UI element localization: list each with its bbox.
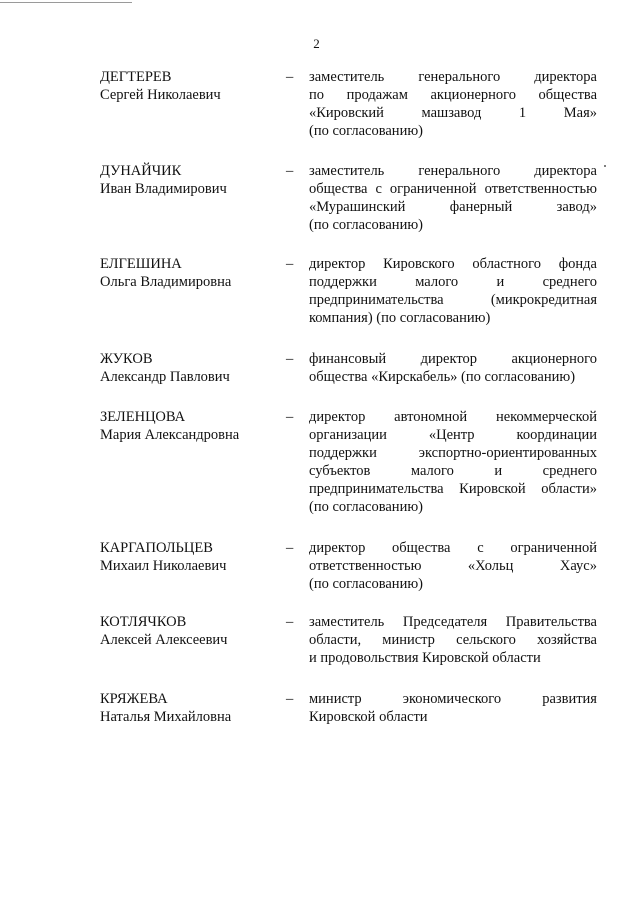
dash-separator: – bbox=[286, 691, 294, 707]
scan-edge-line bbox=[0, 2, 132, 3]
position-line: Кировской области bbox=[309, 709, 428, 725]
member-given-names: Мария Александровна bbox=[100, 427, 240, 443]
member-given-names: Алексей Алексеевич bbox=[100, 632, 228, 648]
member-position bbox=[309, 162, 597, 234]
page-number: 2 bbox=[313, 36, 320, 51]
position-line: (по согласованию) bbox=[309, 217, 423, 233]
position-line: директор Кировского областного фонда bbox=[309, 256, 597, 272]
member-surname: ЖУКОВ bbox=[100, 351, 153, 367]
member-position bbox=[309, 690, 597, 726]
member-name bbox=[100, 613, 280, 649]
member-given-names: Наталья Михайловна bbox=[100, 709, 232, 725]
position-line: предпринимательства Кировской области» bbox=[309, 481, 597, 497]
dash-separator: – bbox=[286, 540, 294, 556]
position-line: и продовольствия Кировской области bbox=[309, 650, 541, 666]
member-surname: ДЕГТЕРЕВ bbox=[100, 69, 172, 85]
position-line: компания) (по согласованию) bbox=[309, 310, 491, 326]
position-line: поддержки экспортно-ориентированных bbox=[309, 445, 597, 461]
dash-separator: – bbox=[286, 409, 294, 425]
position-line: (по согласованию) bbox=[309, 576, 423, 592]
position-line: организации «Центр координации bbox=[309, 427, 597, 443]
member-name bbox=[100, 539, 280, 575]
dash-separator: – bbox=[286, 351, 294, 367]
member-given-names: Александр Павлович bbox=[100, 369, 230, 385]
member-position bbox=[309, 350, 597, 386]
member-position bbox=[309, 539, 597, 593]
member-given-names: Сергей Николаевич bbox=[100, 87, 221, 103]
dash-separator: – bbox=[286, 163, 294, 179]
member-given-names: Иван Владимирович bbox=[100, 181, 227, 197]
member-name bbox=[100, 408, 280, 444]
dash-separator: – bbox=[286, 256, 294, 272]
dash-separator: – bbox=[286, 614, 294, 630]
position-line: заместитель генерального директора bbox=[309, 69, 597, 85]
member-surname: ЗЕЛЕНЦОВА bbox=[100, 409, 186, 425]
position-line: общества с ограниченной ответственностью bbox=[309, 181, 597, 197]
position-line: финансовый директор акционерного bbox=[309, 351, 597, 367]
position-line: субъектов малого и среднего bbox=[309, 463, 597, 479]
position-line: по продажам акционерного общества bbox=[309, 87, 597, 103]
position-line: директор общества с ограниченной bbox=[309, 540, 597, 556]
position-line: (по согласованию) bbox=[309, 499, 423, 515]
member-position bbox=[309, 613, 597, 667]
position-line: общества «Кирскабель» (по согласованию) bbox=[309, 369, 576, 385]
member-surname: ЕЛГЕШИНА bbox=[100, 256, 182, 272]
member-position bbox=[309, 68, 597, 140]
position-line: «Мурашинский фанерный завод» bbox=[309, 199, 597, 215]
position-line: «Кировский машзавод 1 Мая» bbox=[309, 105, 597, 121]
position-line: ответственностью «Хольц Хаус» bbox=[309, 558, 597, 574]
member-position bbox=[309, 255, 597, 327]
member-name bbox=[100, 68, 280, 104]
position-line: министр экономического развития bbox=[309, 691, 597, 707]
dash-separator: – bbox=[286, 69, 294, 85]
member-surname: КОТЛЯЧКОВ bbox=[100, 614, 187, 630]
member-name bbox=[100, 255, 280, 291]
member-surname: ДУНАЙЧИК bbox=[100, 163, 182, 179]
member-position bbox=[309, 408, 597, 516]
position-line: области, министр сельского хозяйства bbox=[309, 632, 597, 648]
member-given-names: Михаил Николаевич bbox=[100, 558, 227, 574]
position-line: заместитель Председателя Правительства bbox=[309, 614, 597, 630]
member-given-names: Ольга Владимировна bbox=[100, 274, 232, 290]
member-name bbox=[100, 690, 280, 726]
position-line: поддержки малого и среднего bbox=[309, 274, 597, 290]
member-surname: КРЯЖЕВА bbox=[100, 691, 168, 707]
position-line: предпринимательства (микрокредитная bbox=[309, 292, 597, 308]
member-name bbox=[100, 350, 280, 386]
position-line: заместитель генерального директора bbox=[309, 163, 597, 179]
member-surname: КАРГАПОЛЬЦЕВ bbox=[100, 540, 213, 556]
scan-speck bbox=[604, 165, 606, 167]
position-line: (по согласованию) bbox=[309, 123, 423, 139]
position-line: директор автономной некоммерческой bbox=[309, 409, 597, 425]
member-name bbox=[100, 162, 280, 198]
